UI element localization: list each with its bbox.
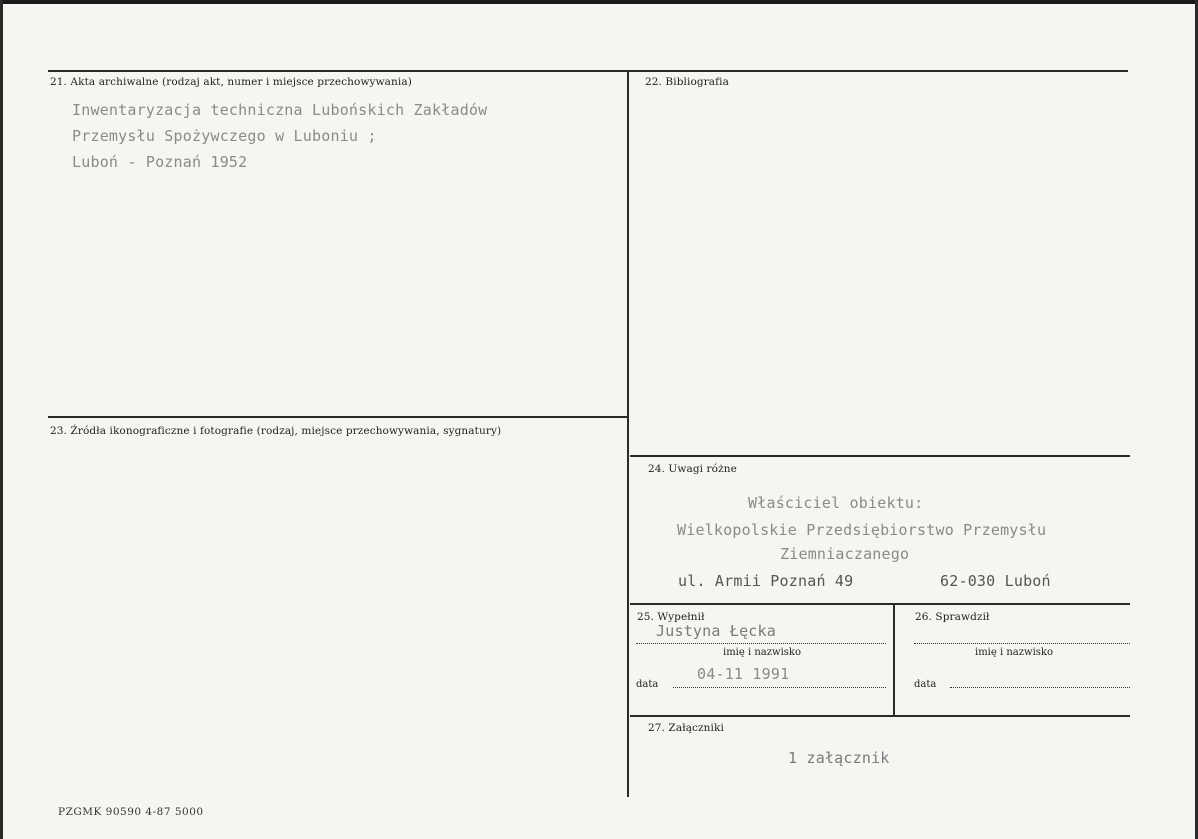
section-23-top-rule [48,416,628,418]
owner-name-line-2: Ziemniaczanego [780,545,910,563]
owner-name-line-1: Wielkopolskie Przedsiębiorstwo Przemysłu [677,521,1047,539]
section-27-top-rule [630,715,1130,717]
owner-title: Właściciel obiektu: [748,494,924,512]
section-21-label: 21. Akta archiwalne (rodzaj akt, numer i miejsce przechowywania) [50,76,412,88]
card-top-edge [0,0,1198,4]
section-26-label: 26. Sprawdził [915,611,990,623]
section-27-label: 27. Załączniki [648,722,724,734]
section-21-line-1: Inwentaryzacja techniczna Lubońskich Zakładów [72,101,488,119]
section-24-label: 24. Uwagi różne [648,463,737,475]
section-21-line-3: Luboń - Poznań 1952 [72,153,248,171]
section-24-top-rule [630,455,1130,457]
owner-postal: 62-030 Luboń [940,572,1051,590]
section-23-label: 23. Źródła ikonograficzne i fotografie (rodzaj, miejsce przechowywania, sygnatury) [50,425,502,437]
checked-by-name-line [914,643,1130,644]
filled-by-name-caption: imię i nazwisko [723,647,801,658]
filled-by-date-value: 04-11 1991 [697,665,790,683]
filled-by-date-line [673,687,886,688]
section-25-26-top-rule [630,603,1130,605]
card-left-edge [0,0,3,839]
center-divider [627,70,629,797]
section-21-line-2: Przemysłu Spożywczego w Luboniu ; [72,127,377,145]
print-code: PZGMK 90590 4-87 5000 [58,806,204,818]
filled-by-date-label: data [636,679,659,690]
section-22-label: 22. Bibliografia [645,76,729,88]
filled-by-name-line [636,643,886,644]
section-22-top-rule [628,70,1128,72]
checked-by-name-caption: imię i nazwisko [975,647,1053,658]
section-21-top-rule [48,70,628,72]
section-25-26-divider [893,603,895,715]
filled-by-name: Justyna Łęcka [656,622,776,640]
checked-by-date-label: data [914,679,937,690]
attachments-value: 1 załącznik [788,749,890,767]
section-25-label: 25. Wypełnił [637,611,705,623]
checked-by-date-line [950,687,1130,688]
owner-address: ul. Armii Poznań 49 [678,572,854,590]
